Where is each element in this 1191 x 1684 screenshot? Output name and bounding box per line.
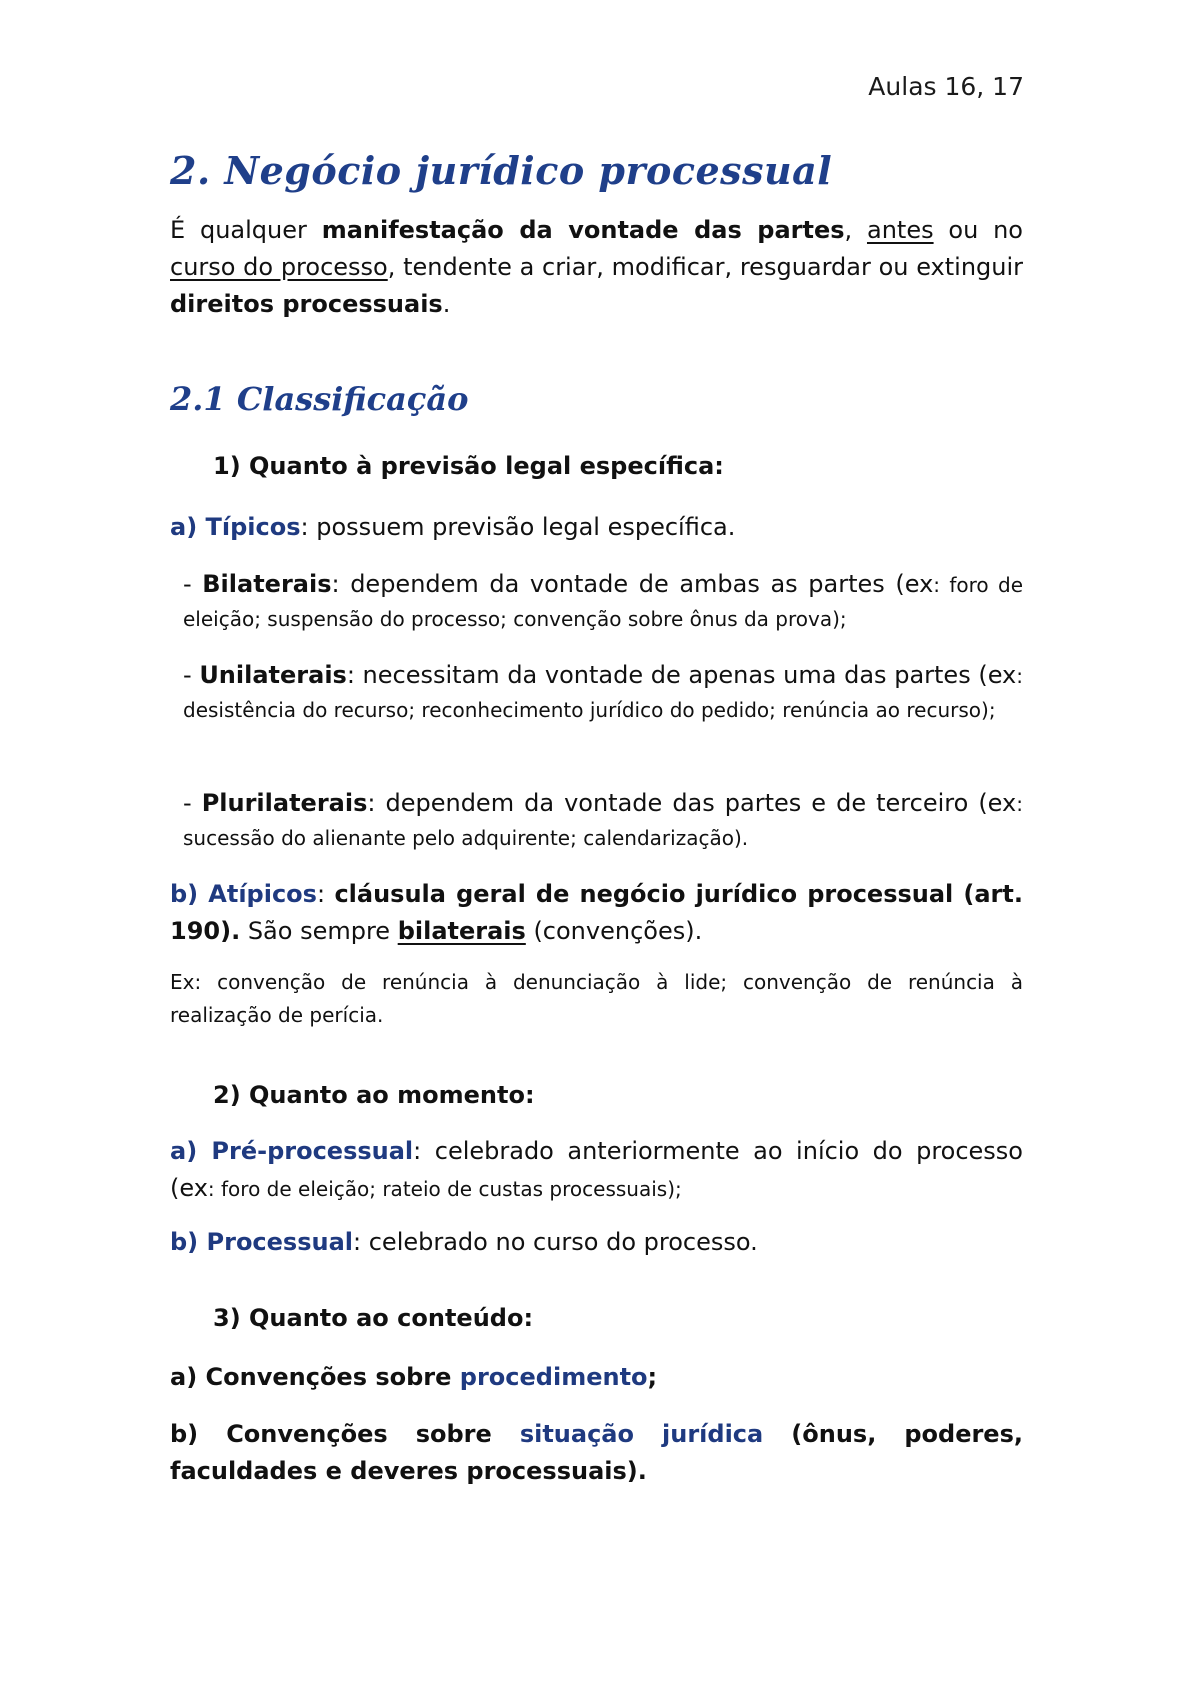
item-pre-processual: a) Pré-processual: celebrado anteriormente ao início do processo (ex: foro de eleição; rateio de custas processuais);	[170, 1137, 1023, 1202]
example-note: Ex: convenção de renúncia à denunciação à lide; convenção de renúncia à realização de perícia.	[170, 970, 1023, 1027]
page-title: 2. Negócio jurídico processual	[170, 148, 833, 193]
item-convencoes-situacao: b) Convenções sobre situação jurídica (ônus, poderes, faculdades e deveres processuais).	[170, 1420, 1023, 1485]
lesson-header: Aulas 16, 17	[868, 72, 1024, 101]
group-heading-1: 1) Quanto à previsão legal específica:	[213, 452, 724, 480]
item-unilaterais: - Unilaterais: necessitam da vontade de apenas uma das partes (ex: desistência do recurso; reconhecimento jurídico do pedido; renúncia ao recurso);	[183, 661, 1023, 722]
item-convencoes-procedimento: a) Convenções sobre procedimento;	[170, 1363, 658, 1391]
item-atipicos: b) Atípicos: cláusula geral de negócio jurídico processual (art. 190). São sempre bilaterais (convenções).	[170, 880, 1023, 945]
intro-paragraph: É qualquer manifestação da vontade das partes, antes ou no curso do processo, tendente a criar, modificar, resguardar ou extinguir direitos processuais.	[170, 216, 1024, 318]
item-tipicos: a) Típicos: possuem previsão legal específica.	[170, 513, 736, 541]
item-bilaterais: - Bilaterais: dependem da vontade de ambas as partes (ex: foro de eleição; suspensão do processo; convenção sobre ônus da prova);	[183, 570, 1023, 631]
section-title: 2.1 Classificação	[170, 380, 469, 418]
item-plurilaterais: - Plurilaterais: dependem da vontade das partes e de terceiro (ex: sucessão do alienante pelo adquirente; calendarização).	[183, 789, 1023, 850]
item-processual: b) Processual: celebrado no curso do processo.	[170, 1228, 758, 1256]
group-heading-2: 2) Quanto ao momento:	[213, 1081, 535, 1109]
group-heading-3: 3) Quanto ao conteúdo:	[213, 1304, 534, 1332]
